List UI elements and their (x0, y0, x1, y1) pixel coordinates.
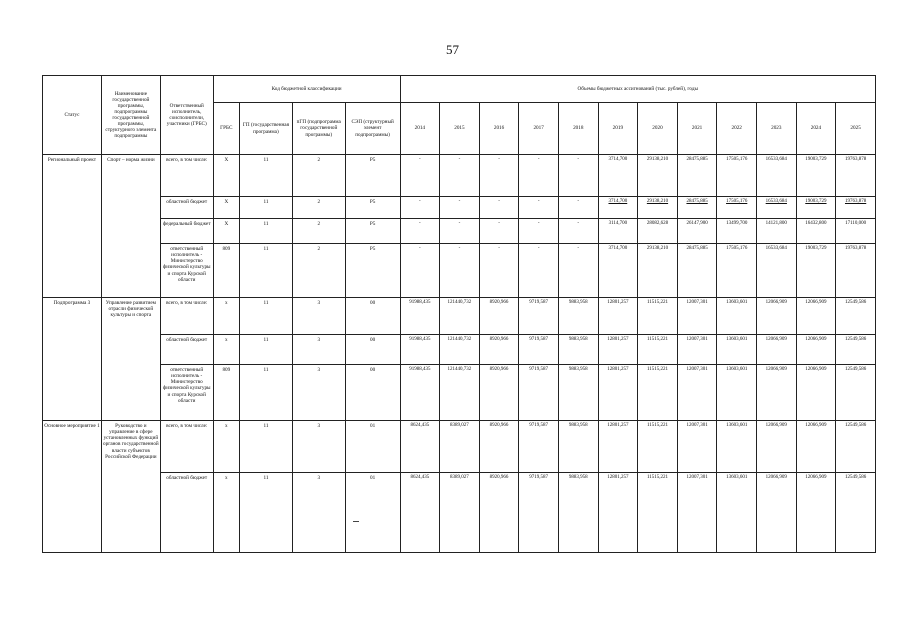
cell-value: 13603,601 (717, 421, 757, 473)
cell-value: 9719,587 (519, 473, 559, 553)
cell-value: 12066,909 (796, 365, 836, 421)
header-year: 2022 (717, 103, 757, 155)
cell-grbs: Х (213, 197, 239, 219)
cell-value: 11515,221 (638, 365, 678, 421)
cell-value: 12007,301 (677, 335, 717, 365)
cell-value: 3714,700 (598, 244, 638, 298)
cell-gp: 11 (240, 473, 293, 553)
cell-value: 28082,628 (638, 219, 678, 244)
header-segp: СЭП (структурный элемент подпрограммы) (345, 103, 400, 155)
cell-value: 13603,601 (717, 298, 757, 335)
cell-value: 12066,909 (757, 473, 797, 553)
cell-value: 8624,435 (400, 421, 440, 473)
cell-responsible: областной бюджет (160, 473, 213, 553)
cell-value: 29138,210 (638, 197, 678, 219)
cell-grbs: х (213, 473, 239, 553)
cell-value: 12066,909 (796, 298, 836, 335)
cell-value: - (440, 155, 480, 197)
cell-value: 12066,909 (796, 473, 836, 553)
cell-segp: 01 (345, 421, 400, 473)
cell-grbs: х (213, 298, 239, 335)
cell-segp: 00 (345, 335, 400, 365)
header-name: Наименование государственной программы, подпрограммы государственной программы, структурного элемента подпрограммы (101, 76, 160, 155)
cell-value: 91988,435 (400, 298, 440, 335)
cell-value: 16533,684 (757, 197, 797, 219)
header-year: 2025 (836, 103, 876, 155)
table-row (43, 298, 876, 335)
cell-status: Подпрограмма 3 (43, 298, 102, 421)
cell-value: 9883,958 (558, 473, 598, 553)
cell-value: 12007,301 (677, 298, 717, 335)
cell-value: 9883,958 (558, 335, 598, 365)
cell-value: - (519, 219, 559, 244)
cell-gp: 11 (240, 219, 293, 244)
cell-gp: 11 (240, 244, 293, 298)
cell-segp: Р5 (345, 197, 400, 219)
header-status: Статус (43, 76, 102, 155)
cell-value: 17505,176 (717, 197, 757, 219)
cell-value: 12066,909 (796, 421, 836, 473)
cell-responsible: областной бюджет (160, 197, 213, 219)
cell-value: 17505,176 (717, 155, 757, 197)
stray-mark (353, 521, 359, 522)
cell-pgp: 2 (292, 244, 345, 298)
cell-value: 29138,210 (638, 244, 678, 298)
cell-value: - (440, 244, 480, 298)
cell-value: 11515,221 (638, 298, 678, 335)
header-responsible: Ответственный исполнитель, соисполнители, участники (ГРБС) (160, 76, 213, 155)
cell-pgp: 2 (292, 155, 345, 197)
table-row (43, 155, 876, 197)
cell-responsible: областной бюджет (160, 335, 213, 365)
cell-gp: 11 (240, 421, 293, 473)
cell-value: 8389,027 (440, 473, 480, 553)
cell-value: 12801,257 (598, 298, 638, 335)
cell-grbs: 809 (213, 365, 239, 421)
cell-responsible: всего, в том числе: (160, 155, 213, 197)
header-year: 2014 (400, 103, 440, 155)
page-number: 57 (446, 42, 459, 57)
cell-value: 3114,700 (598, 219, 638, 244)
cell-value: 3714,700 (598, 155, 638, 197)
cell-pgp: 3 (292, 335, 345, 365)
cell-value: 8920,966 (479, 298, 519, 335)
cell-value: 12801,257 (598, 421, 638, 473)
cell-value: 12549,586 (836, 473, 876, 553)
cell-segp: Р5 (345, 155, 400, 197)
cell-value: 26147,900 (677, 219, 717, 244)
cell-value: 12801,257 (598, 365, 638, 421)
cell-value: - (558, 244, 598, 298)
header-code-group: Код бюджетной классификации (213, 76, 400, 103)
cell-value: 11515,221 (638, 473, 678, 553)
cell-responsible: федеральный бюджет (160, 219, 213, 244)
cell-segp: 00 (345, 298, 400, 335)
cell-value: 121440,732 (440, 365, 480, 421)
cell-value: 17505,176 (717, 244, 757, 298)
header-gp: ГП (государственная программа) (240, 103, 293, 155)
table-row (43, 197, 876, 219)
cell-responsible: ответственный исполнитель - Министерство физической культуры и спорта Курской области (160, 244, 213, 298)
budget-table (42, 75, 876, 553)
cell-name: Руководство и управление в сфере установленных функций органов государственной власти субъектов Российской Федерации (101, 421, 160, 553)
cell-value: - (400, 244, 440, 298)
cell-value: 13499,700 (717, 219, 757, 244)
cell-segp: Р5 (345, 219, 400, 244)
cell-value: 14121,800 (757, 219, 797, 244)
cell-value: 12066,909 (757, 298, 797, 335)
cell-value: 12007,301 (677, 421, 717, 473)
cell-value: 8920,966 (479, 421, 519, 473)
cell-value: - (400, 155, 440, 197)
cell-status: Основное мероприятие 1 (43, 421, 102, 553)
cell-value: 8920,966 (479, 365, 519, 421)
cell-value: 28475,885 (677, 155, 717, 197)
table-row (43, 219, 876, 244)
cell-value: 12549,586 (836, 365, 876, 421)
cell-responsible: всего, в том числе: (160, 421, 213, 473)
cell-value: 11515,221 (638, 421, 678, 473)
cell-grbs: х (213, 335, 239, 365)
header-year: 2017 (519, 103, 559, 155)
cell-responsible: всего, в том числе: (160, 298, 213, 335)
header-year: 2021 (677, 103, 717, 155)
cell-value: 12066,909 (796, 335, 836, 365)
cell-value: 9719,587 (519, 298, 559, 335)
table-row (43, 473, 876, 553)
cell-value: 28475,885 (677, 244, 717, 298)
table-row (43, 244, 876, 298)
header-year: 2024 (796, 103, 836, 155)
cell-value: 28475,885 (677, 197, 717, 219)
cell-value: 19003,729 (796, 155, 836, 197)
cell-value: 19763,878 (836, 244, 876, 298)
cell-value: - (440, 219, 480, 244)
cell-value: 9883,958 (558, 298, 598, 335)
cell-value: 16533,684 (757, 244, 797, 298)
header-grbs: ГРБС (213, 103, 239, 155)
cell-value: 9719,587 (519, 365, 559, 421)
cell-pgp: 3 (292, 298, 345, 335)
cell-pgp: 3 (292, 473, 345, 553)
cell-value: - (558, 155, 598, 197)
cell-value: 12801,257 (598, 473, 638, 553)
cell-value: 8624,435 (400, 473, 440, 553)
cell-segp: 00 (345, 365, 400, 421)
cell-value: 9883,958 (558, 365, 598, 421)
cell-value: 9883,958 (558, 421, 598, 473)
cell-value: - (519, 155, 559, 197)
cell-value: - (479, 219, 519, 244)
cell-value: 13603,601 (717, 473, 757, 553)
cell-value: 12066,909 (757, 365, 797, 421)
cell-value: 8920,966 (479, 473, 519, 553)
cell-pgp: 2 (292, 219, 345, 244)
cell-segp: 01 (345, 473, 400, 553)
cell-value: 9719,587 (519, 421, 559, 473)
cell-gp: 11 (240, 365, 293, 421)
cell-value: 16432,800 (796, 219, 836, 244)
header-year: 2015 (440, 103, 480, 155)
cell-gp: 11 (240, 155, 293, 197)
cell-value: 8920,966 (479, 335, 519, 365)
header-year: 2020 (638, 103, 678, 155)
cell-value: 12007,301 (677, 473, 717, 553)
cell-value: 19763,878 (836, 155, 876, 197)
cell-pgp: 2 (292, 197, 345, 219)
header-year: 2016 (479, 103, 519, 155)
cell-value: 121440,732 (440, 335, 480, 365)
header-year: 2023 (757, 103, 797, 155)
cell-grbs: х (213, 421, 239, 473)
cell-value: - (519, 197, 559, 219)
cell-value: 121440,732 (440, 298, 480, 335)
cell-value: 9719,587 (519, 335, 559, 365)
cell-value: 91988,435 (400, 365, 440, 421)
cell-value: 12007,301 (677, 365, 717, 421)
cell-name: Спорт – норма жизни (101, 155, 160, 298)
cell-value: 12066,909 (757, 335, 797, 365)
table-row (43, 421, 876, 473)
cell-value: - (479, 155, 519, 197)
cell-responsible: ответственный исполнитель - Министерство физической культуры и спорта Курской области (160, 365, 213, 421)
cell-value: 3714,700 (598, 197, 638, 219)
cell-value: 17110,000 (836, 219, 876, 244)
cell-value: - (400, 219, 440, 244)
cell-value: - (440, 197, 480, 219)
table-row (43, 335, 876, 365)
cell-value: 13603,601 (717, 365, 757, 421)
cell-grbs: 809 (213, 244, 239, 298)
cell-gp: 11 (240, 335, 293, 365)
cell-value: - (479, 244, 519, 298)
cell-value: 29138,210 (638, 155, 678, 197)
table-row (43, 365, 876, 421)
cell-value: 12549,586 (836, 298, 876, 335)
header-pgp: пГП (подпрограмма государственной программы) (292, 103, 345, 155)
cell-value: - (558, 197, 598, 219)
cell-name: Управление развитием отрасли физической культуры и спорта (101, 298, 160, 421)
cell-value: 16533,684 (757, 155, 797, 197)
cell-segp: Р5 (345, 244, 400, 298)
cell-gp: 11 (240, 298, 293, 335)
header-year: 2019 (598, 103, 638, 155)
cell-value: 13603,601 (717, 335, 757, 365)
cell-value: 8389,027 (440, 421, 480, 473)
cell-value: - (519, 244, 559, 298)
cell-value: - (400, 197, 440, 219)
cell-value: 19003,729 (796, 244, 836, 298)
header-year: 2018 (558, 103, 598, 155)
cell-value: 12066,909 (757, 421, 797, 473)
cell-value: 12801,257 (598, 335, 638, 365)
cell-pgp: 3 (292, 365, 345, 421)
cell-value: 11515,221 (638, 335, 678, 365)
cell-value: - (479, 197, 519, 219)
cell-value: - (558, 219, 598, 244)
cell-grbs: Х (213, 155, 239, 197)
cell-gp: 11 (240, 197, 293, 219)
cell-grbs: Х (213, 219, 239, 244)
cell-status: Региональный проект (43, 155, 102, 298)
cell-pgp: 3 (292, 421, 345, 473)
cell-value: 19763,878 (836, 197, 876, 219)
cell-value: 91988,435 (400, 335, 440, 365)
header-volumes-group: Объемы бюджетных ассигнований (тыс. рублей), годы (400, 76, 875, 103)
cell-value: 19003,729 (796, 197, 836, 219)
cell-value: 12549,586 (836, 421, 876, 473)
cell-value: 12549,586 (836, 335, 876, 365)
